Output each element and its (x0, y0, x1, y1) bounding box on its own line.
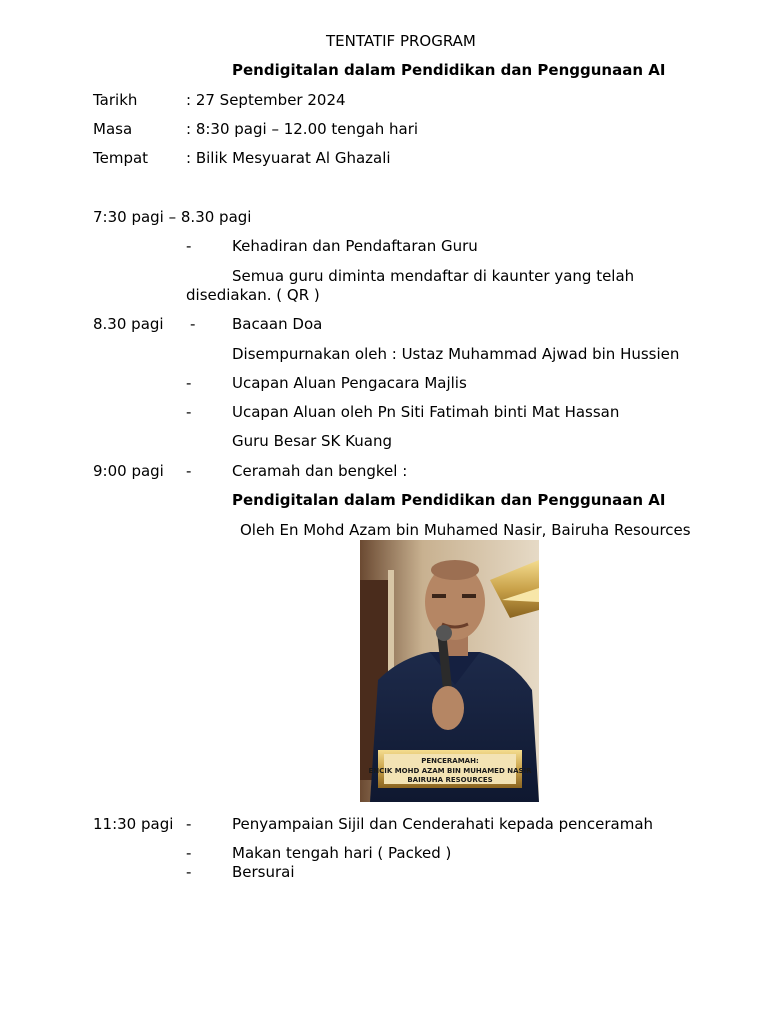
bullet-dash: - (186, 237, 192, 255)
slot-4-item: Penyampaian Sijil dan Cenderahati kepada penceramah (232, 815, 654, 833)
slot-1-note-a: Semua guru diminta mendaftar di kaunter yang telah (232, 267, 635, 285)
slot-2-item: Bacaan Doa (232, 315, 323, 333)
banner-line-2: ENCIK MOHD AZAM BIN MUHAMED NASIR (368, 767, 532, 775)
slot-4-item-2: Makan tengah hari ( Packed ) (232, 844, 452, 862)
speaker-photo (360, 540, 539, 802)
slot-time-4: 11:30 pagi (93, 815, 174, 833)
bullet-dash: - (190, 315, 196, 333)
bullet-dash: - (186, 844, 192, 862)
bullet-dash: - (186, 863, 192, 881)
banner-line-1: PENCERAMAH: (421, 757, 479, 765)
slot-2-item-2: Ucapan Aluan Pengacara Majlis (232, 374, 467, 392)
slot-time-1: 7:30 pagi – 8.30 pagi (93, 208, 252, 226)
slot-2-note: Disempurnakan oleh : Ustaz Muhammad Ajwad bin Hussien (232, 345, 680, 363)
date-value: : 27 September 2024 (186, 91, 346, 109)
slot-1-item: Kehadiran dan Pendaftaran Guru (232, 237, 478, 255)
date-label: Tarikh (93, 91, 138, 109)
banner-line-3: BAIRUHA RESOURCES (407, 776, 493, 784)
bullet-dash: - (186, 815, 192, 833)
bullet-dash: - (186, 462, 192, 480)
venue-value: : Bilik Mesyuarat Al Ghazali (186, 149, 391, 167)
bullet-dash: - (186, 374, 192, 392)
slot-2-note-3: Guru Besar SK Kuang (232, 432, 392, 450)
slot-2-item-3: Ucapan Aluan oleh Pn Siti Fatimah binti Mat Hassan (232, 403, 620, 421)
slot-3-item: Ceramah dan bengkel : (232, 462, 408, 480)
slot-time-2: 8.30 pagi (93, 315, 164, 333)
page-title: TENTATIF PROGRAM (326, 32, 476, 50)
slot-4-item-3: Bersurai (232, 863, 295, 881)
speaker-photo-illustration (360, 540, 539, 802)
venue-label: Tempat (93, 149, 149, 167)
slot-3-speaker: Oleh En Mohd Azam bin Muhamed Nasir, Bairuha Resources (240, 521, 691, 539)
bullet-dash: - (186, 403, 192, 421)
time-label: Masa (93, 120, 133, 138)
slot-time-3: 9:00 pagi (93, 462, 164, 480)
time-value: : 8:30 pagi – 12.00 tengah hari (186, 120, 419, 138)
slot-1-note-b: disediakan. ( QR ) (186, 286, 320, 304)
program-subtitle: Pendigitalan dalam Pendidikan dan Penggunaan AI (232, 61, 666, 79)
slot-3-title: Pendigitalan dalam Pendidikan dan Penggunaan AI (232, 491, 666, 509)
